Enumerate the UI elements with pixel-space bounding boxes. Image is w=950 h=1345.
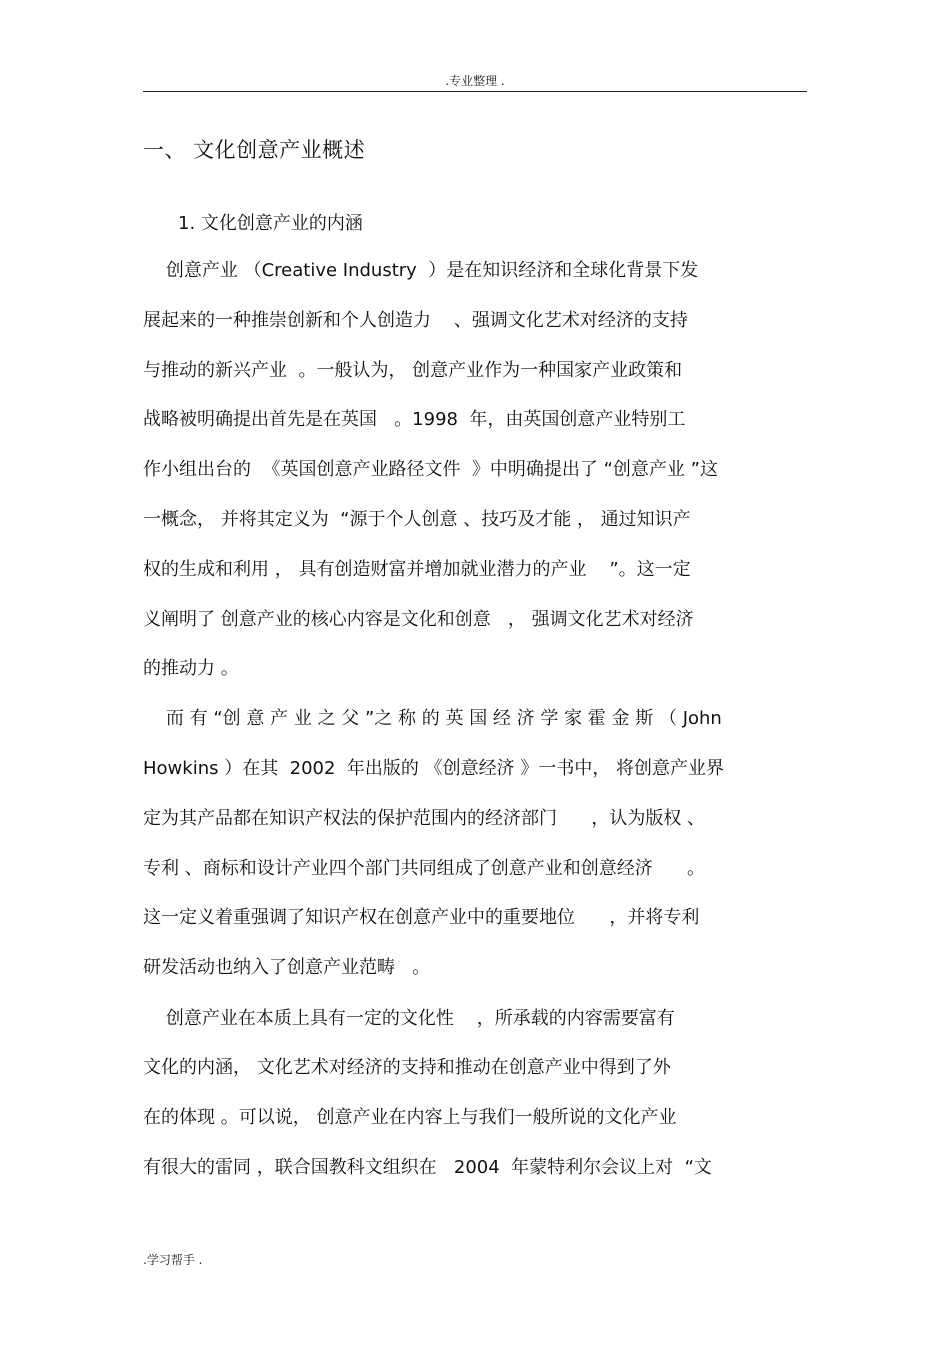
- page-header: .专业整理 .: [445, 74, 505, 88]
- section-title: 一、 文化创意产业概述: [143, 138, 366, 162]
- body-line: 研发活动也纳入了创意产业范畴 。: [143, 957, 431, 978]
- body-line: 这一定义着重强调了知识产权在创意产业中的重要地位 ，并将专利: [143, 907, 700, 928]
- body-line: Howkins ）在其 2002 年出版的 《创意经济 》一书中， 将创意产业界: [143, 758, 725, 779]
- body-line: 的推动力 。: [143, 658, 239, 679]
- body-line: 展起来的一种推崇创新和个人创造力 、强调文化艺术对经济的支持: [143, 310, 688, 331]
- subsection-title: 1. 文化创意产业的内涵: [178, 213, 363, 234]
- body-line: 作小组出台的 《英国创意产业路径文件 》中明确提出了 “创意产业 ”这: [143, 459, 718, 480]
- body-line: 权的生成和利用 ， 具有创造财富并增加就业潜力的产业 ”。这一定: [143, 559, 691, 580]
- body-line: 一概念， 并将其定义为 “源于个人创意 、技巧及才能 ， 通过知识产: [143, 509, 691, 530]
- body-line: 专利 、商标和设计产业四个部门共同组成了创意产业和创意经济 。: [143, 858, 706, 879]
- body-line: 与推动的新兴产业 。一般认为， 创意产业作为一种国家产业政策和: [143, 360, 683, 381]
- body-line: 战略被明确提出首先是在英国 。1998 年，由英国创意产业特别工: [143, 409, 686, 430]
- body-line: 有很大的雷同 ，联合国教科文组织在 2004 年蒙特利尔会议上对 “文: [143, 1157, 712, 1178]
- page-footer: .学习帮手 .: [143, 1253, 203, 1267]
- body-line: 创意产业 （Creative Industry ）是在知识经济和全球化背景下发: [143, 260, 699, 281]
- body-line: 义阐明了 创意产业的核心内容是文化和创意 ， 强调文化艺术对经济: [143, 609, 694, 630]
- body-line: 文化的内涵， 文化艺术对经济的支持和推动在创意产业中得到了外: [143, 1057, 671, 1078]
- body-line: 而 有 “创 意 产 业 之 父 ”之 称 的 英 国 经 济 学 家 霍 金 斯 （ John: [143, 708, 722, 729]
- body-line: 定为其产品都在知识产权法的保护范围内的经济部门 ，认为版权 、: [143, 808, 706, 829]
- body-line: 创意产业在本质上具有一定的文化性 ，所承载的内容需要富有: [143, 1008, 675, 1029]
- body-line: 在的体现 。可以说， 创意产业在内容上与我们一般所说的文化产业: [143, 1107, 677, 1128]
- header-divider: [143, 91, 807, 92]
